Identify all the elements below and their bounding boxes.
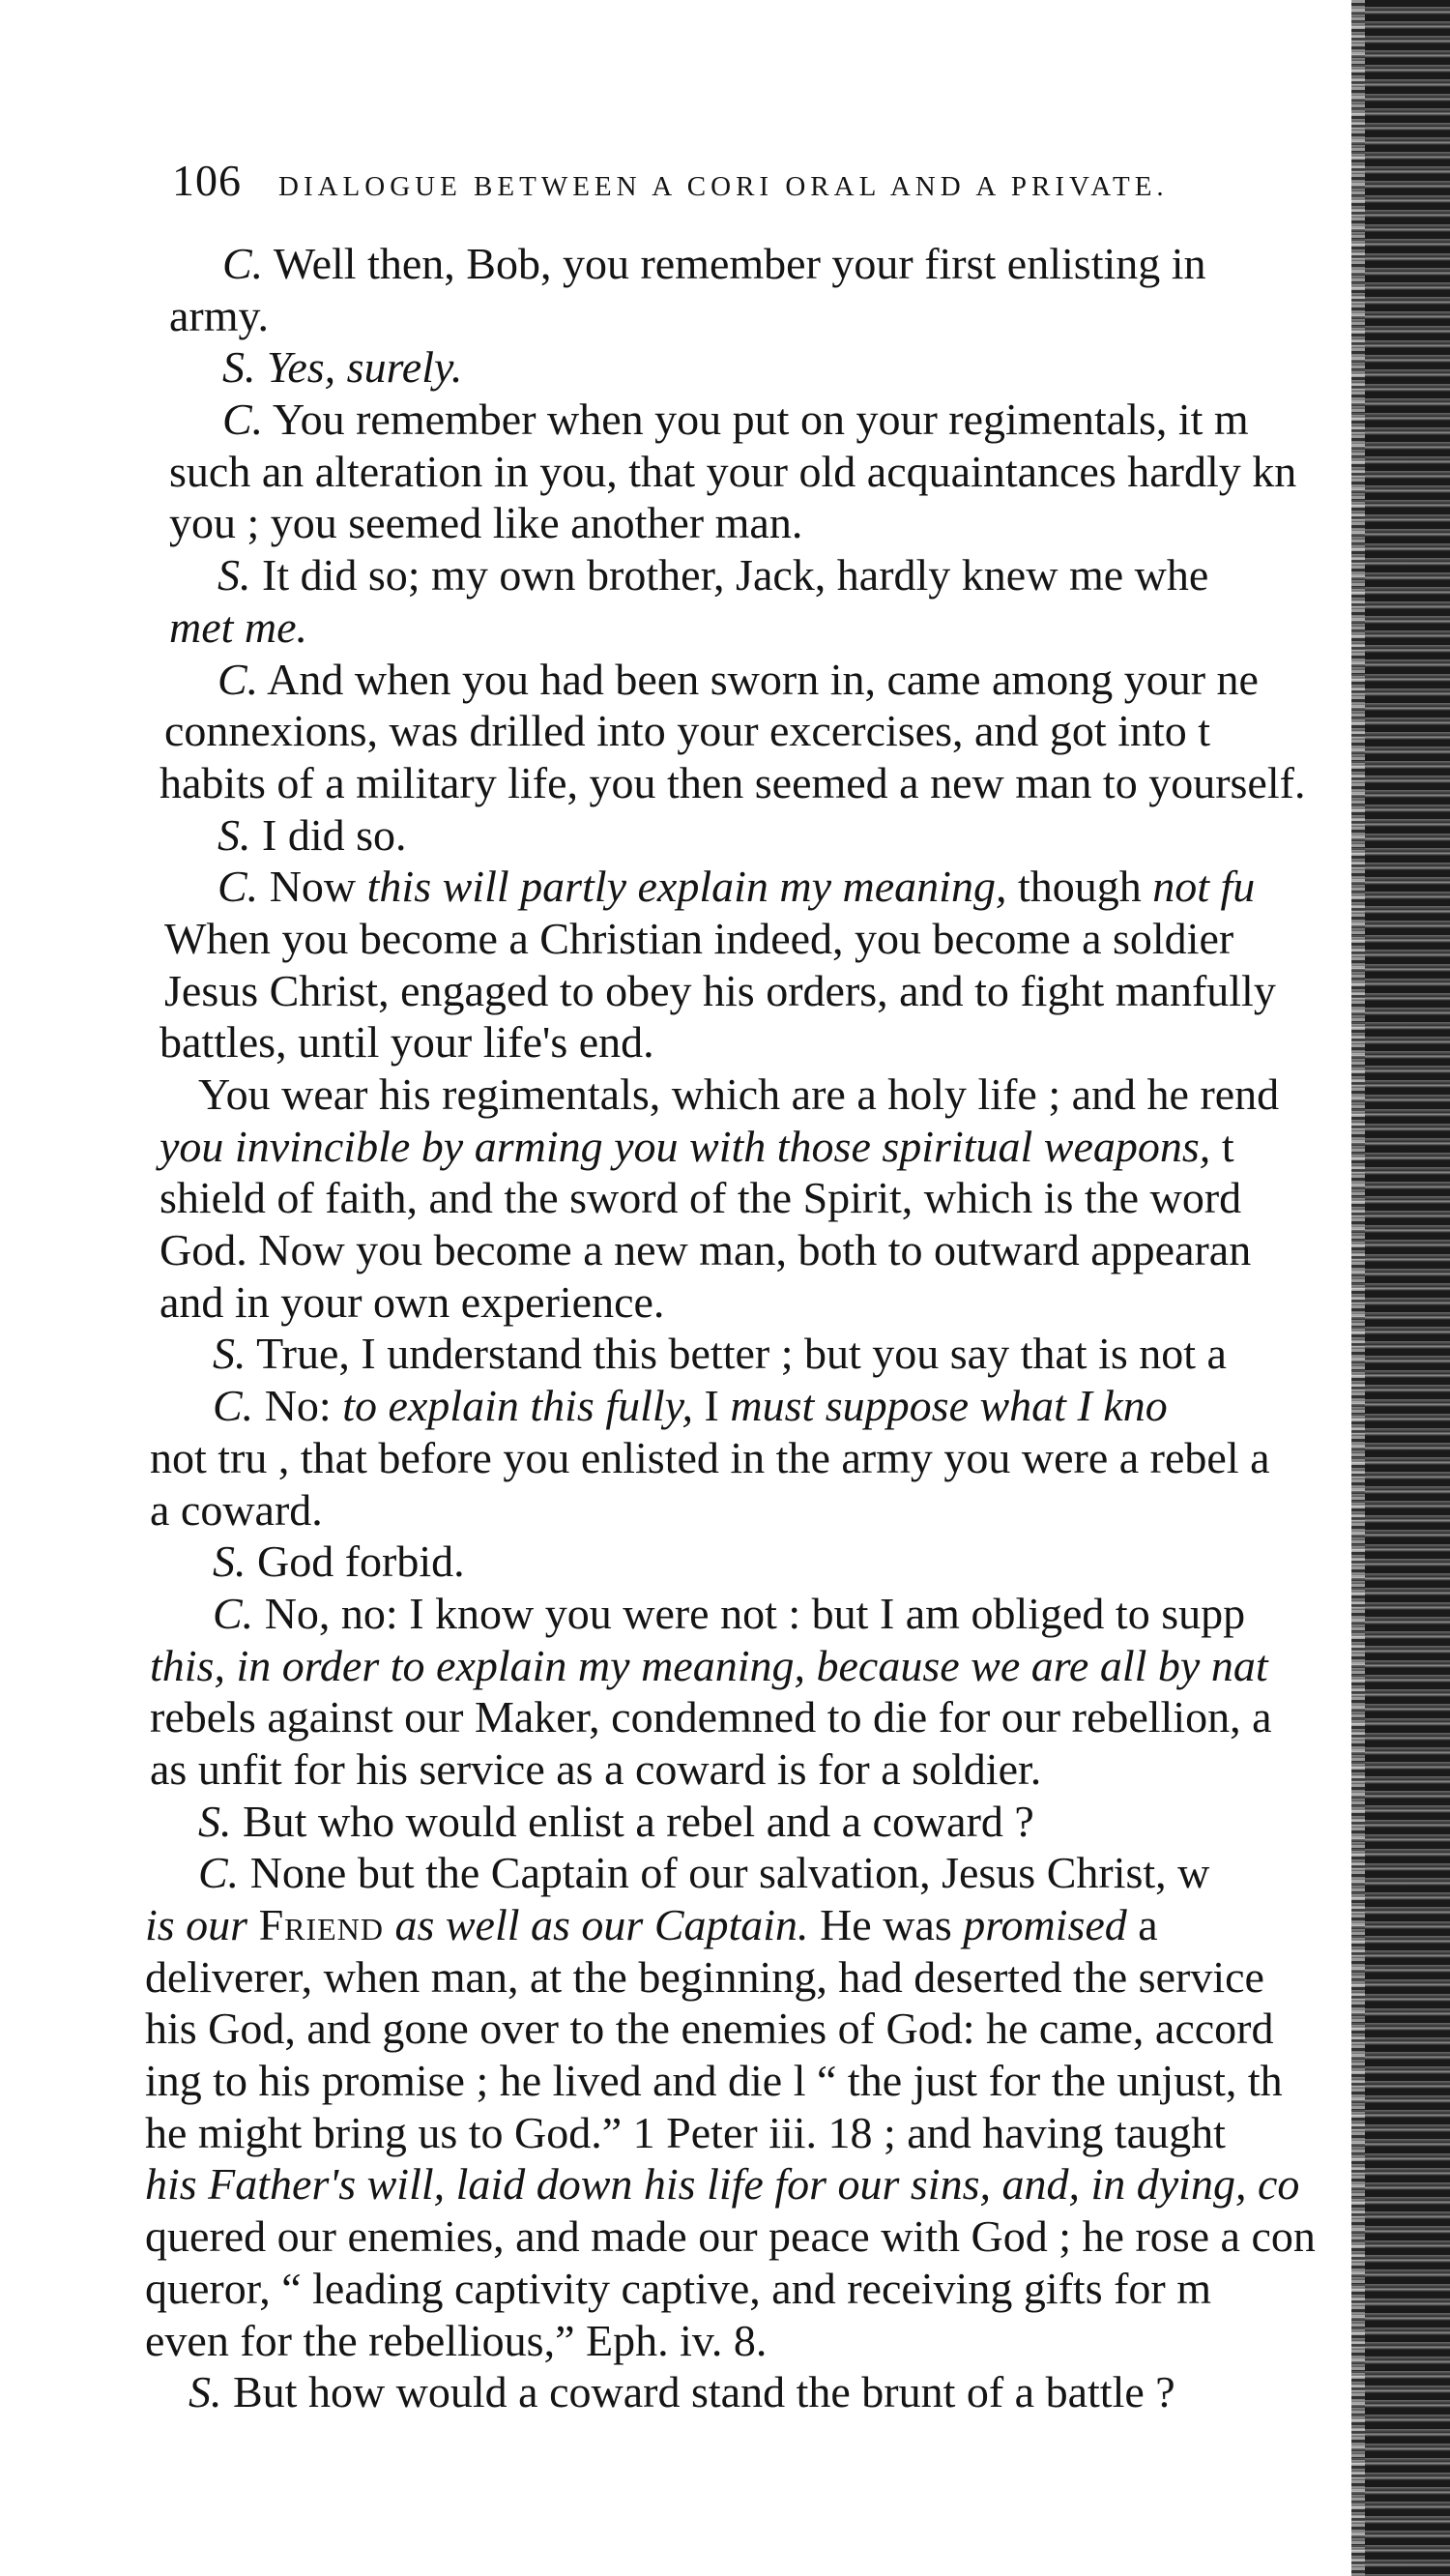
text-run: he might bring us to God.” 1 Peter iii. 18 ; and having taught xyxy=(145,2107,1226,2157)
italic-text: arming you with those spiritual weapons, xyxy=(474,1121,1211,1171)
text-line xyxy=(145,809,1368,862)
text-run: rebels against our Maker, condemned to die for our rebellion, a xyxy=(150,1692,1272,1742)
text-run: as unfit for his service as a coward is for a soldier. xyxy=(150,1743,1042,1794)
text-line xyxy=(145,497,1368,549)
italic-text: S. xyxy=(213,1329,246,1379)
text-run: connexions, was drilled into your excercises, and got into t xyxy=(164,706,1211,756)
text-run: It did so; my own brother, Jack, hardly knew me whe xyxy=(250,550,1209,600)
text-run: ing to his promise ; he lived and die l “ the just for the unjust, th xyxy=(145,2056,1283,2106)
italic-text: C. xyxy=(213,1381,254,1431)
dialogue-body-text xyxy=(145,238,1368,2418)
text-line xyxy=(145,2003,1368,2055)
italic-text: must suppose what I kno xyxy=(730,1381,1168,1431)
text-line xyxy=(145,1276,1368,1329)
italic-text: promised xyxy=(963,1900,1127,1949)
text-run: No: xyxy=(253,1381,343,1431)
text-run: You wear his regimentals, which are a holy life ; and he rend xyxy=(198,1069,1280,1119)
text-line xyxy=(145,2210,1368,2263)
italic-text: met me. xyxy=(169,601,308,652)
text-line xyxy=(145,1172,1368,1224)
text-run: Now xyxy=(258,862,367,912)
italic-text: is our xyxy=(145,1900,259,1949)
text-run: though xyxy=(1006,862,1153,912)
text-run: t xyxy=(1210,1121,1234,1171)
italic-text: not fu xyxy=(1152,862,1256,912)
italic-text: S. xyxy=(198,1796,232,1846)
text-run: But how would a coward stand the brunt of a battle ? xyxy=(221,2367,1175,2417)
text-line xyxy=(145,913,1368,965)
text-run: No, no: I know you were not : but I am obliged to supp xyxy=(253,1588,1246,1638)
text-line xyxy=(145,1016,1368,1068)
text-line xyxy=(145,549,1368,601)
text-line xyxy=(145,1432,1368,1484)
text-run: a xyxy=(1126,1900,1158,1949)
text-line xyxy=(145,394,1368,446)
text-line xyxy=(145,341,1368,394)
italic-text: C. xyxy=(213,1588,254,1638)
text-run: God. Now you become a new man, both to outward appearan xyxy=(160,1225,1252,1275)
text-run: not tru , that before you enlisted in the army you were a rebel a xyxy=(150,1432,1270,1482)
text-line xyxy=(145,1691,1368,1743)
text-run: and in your own experience. xyxy=(160,1276,665,1327)
italic-text: S. xyxy=(218,809,251,860)
italic-text: C. xyxy=(222,239,264,288)
italic-text: his Father's will, laid down his life for our sins, and, in dying, co xyxy=(145,2159,1300,2210)
text-run: And when you had been sworn in, came among your ne xyxy=(258,654,1259,704)
text-line xyxy=(145,446,1368,498)
text-run: such an alteration in you, that your old acquaintances hardly kn xyxy=(169,446,1297,496)
text-line xyxy=(145,2055,1368,2107)
text-line xyxy=(145,290,1368,342)
italic-text: S. xyxy=(218,550,251,600)
text-line xyxy=(145,1328,1368,1380)
text-line xyxy=(145,2263,1368,2315)
italic-text: S. xyxy=(188,2367,222,2417)
text-line xyxy=(145,1796,1368,1848)
small-caps-text: Friend xyxy=(258,1900,384,1949)
text-line xyxy=(145,1536,1368,1588)
text-line xyxy=(145,1224,1368,1276)
text-line xyxy=(145,654,1368,706)
running-title: DIALOGUE BETWEEN A CORI ORAL AND A PRIVATE. xyxy=(278,171,1169,202)
text-line xyxy=(145,1380,1368,1432)
text-line xyxy=(145,1743,1368,1796)
text-line xyxy=(145,757,1368,809)
text-run: army. xyxy=(169,290,270,340)
text-run: When you become a Christian indeed, you become a soldier xyxy=(164,913,1234,963)
text-line xyxy=(145,1847,1368,1899)
text-line xyxy=(145,2315,1368,2367)
italic-text: Yes, surely. xyxy=(255,342,463,393)
text-line xyxy=(145,2107,1368,2159)
italic-text: this, in order to explain my meaning, because we are all by nat xyxy=(150,1640,1268,1690)
italic-text: to explain this fully, xyxy=(342,1381,694,1431)
text-run: battles, until your life's end. xyxy=(160,1017,654,1068)
text-run: shield of faith, and the sword of the Spirit, which is the word xyxy=(160,1173,1242,1223)
text-run: habits of a military life, you then seemed a new man to yourself. xyxy=(160,757,1306,807)
italic-text: S. xyxy=(213,1537,246,1587)
text-line xyxy=(145,1121,1368,1173)
text-run: I did so. xyxy=(250,809,407,860)
text-line xyxy=(145,1588,1368,1640)
italic-text: C. xyxy=(222,395,264,445)
text-run: even for the rebellious,” Eph. iv. 8. xyxy=(145,2315,768,2365)
text-line xyxy=(145,1640,1368,1692)
italic-text: S. xyxy=(222,342,256,393)
text-line xyxy=(145,705,1368,757)
text-run: deliverer, when man, at the beginning, had deserted the service xyxy=(145,1951,1264,2002)
text-run: Jesus Christ, engaged to obey his orders, and to fight manfully xyxy=(164,965,1276,1015)
italic-text: C. xyxy=(218,862,259,912)
text-run: You remember when you put on your regimentals, it m xyxy=(263,395,1249,445)
text-run: you ; you seemed like another man. xyxy=(169,498,803,548)
page-number: 106 xyxy=(172,156,242,205)
text-line xyxy=(145,1899,1368,1951)
italic-text: this will partly explain my meaning, xyxy=(366,862,1007,912)
text-line xyxy=(145,601,1368,654)
text-line xyxy=(145,861,1368,913)
text-run: quered our enemies, and made our peace with God ; he rose a con xyxy=(145,2211,1316,2262)
text-run: Well then, Bob, you remember your first enlisting in xyxy=(263,239,1206,288)
running-header xyxy=(172,155,1380,206)
text-line xyxy=(145,1484,1368,1537)
text-run: He was xyxy=(808,1900,964,1949)
text-run: his God, and gone over to the enemies of God: he came, accord xyxy=(145,2004,1274,2054)
text-line xyxy=(145,1068,1368,1121)
italic-text: C. xyxy=(218,654,259,704)
text-run: I xyxy=(693,1381,731,1431)
italic-text: C. xyxy=(198,1848,240,1898)
text-run: None but the Captain of our salvation, Jesus Christ, w xyxy=(239,1848,1210,1898)
italic-text: as well as our Captain. xyxy=(383,1900,809,1949)
text-line xyxy=(145,2158,1368,2210)
text-line xyxy=(145,965,1368,1017)
text-run: True, I understand this better ; but you say that is not a xyxy=(246,1329,1227,1379)
text-run: But who would enlist a rebel and a coward ? xyxy=(231,1796,1034,1846)
text-run: God forbid. xyxy=(246,1537,465,1587)
text-line xyxy=(145,1951,1368,2004)
text-line xyxy=(145,2366,1368,2418)
text-run: queror, “ leading captivity captive, and receiving gifts for m xyxy=(145,2263,1212,2313)
text-run: a coward. xyxy=(150,1484,323,1535)
italic-text: you invincible by xyxy=(160,1121,475,1171)
text-line xyxy=(145,238,1368,290)
